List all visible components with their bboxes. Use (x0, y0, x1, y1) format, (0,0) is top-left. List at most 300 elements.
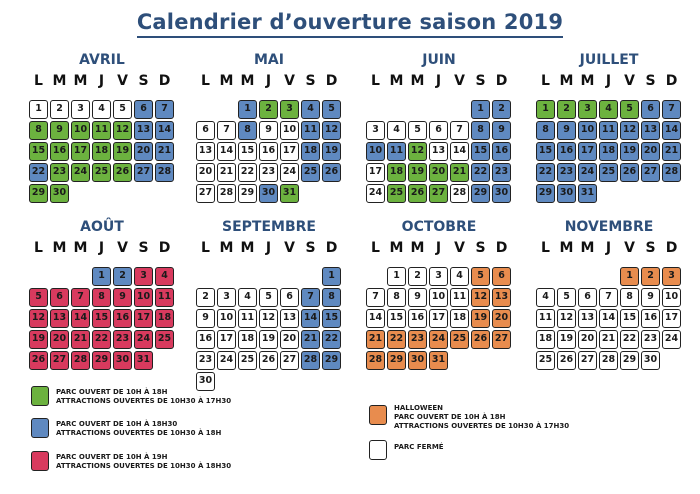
day-cell: 29 (29, 184, 48, 203)
day-cell: 30 (196, 372, 215, 391)
day-cell: 1 (387, 267, 406, 286)
weekday-label: D (495, 73, 508, 89)
day-cell: 22 (322, 330, 341, 349)
day-cell: 24 (366, 184, 385, 203)
day-cell: 5 (259, 288, 278, 307)
day-cell: 17 (71, 142, 90, 161)
day-cell: 30 (641, 351, 660, 370)
day-cell: 20 (50, 330, 69, 349)
weekday-label: L (201, 73, 210, 89)
day-cell: 18 (301, 142, 320, 161)
day-cell: 6 (196, 121, 215, 140)
day-cell: 15 (322, 309, 341, 328)
day-cell: 18 (450, 309, 469, 328)
day-cell: 1 (238, 100, 257, 119)
day-cell: 4 (450, 267, 469, 286)
month-name: JUIN (422, 52, 456, 68)
day-cell: 16 (113, 309, 132, 328)
day-cell: 23 (113, 330, 132, 349)
day-cell: 7 (155, 100, 174, 119)
day-cell: 5 (471, 267, 490, 286)
day-cell: 29 (536, 184, 555, 203)
day-cell: 20 (492, 309, 511, 328)
day-cell: 17 (662, 309, 681, 328)
day-cell: 7 (662, 100, 681, 119)
weekday-label: M (219, 73, 234, 89)
day-cell: 20 (641, 142, 660, 161)
day-cell: 11 (301, 121, 320, 140)
day-cell: 11 (536, 309, 555, 328)
day-cell: 3 (217, 288, 236, 307)
day-cell: 8 (92, 288, 111, 307)
day-cell: 30 (113, 351, 132, 370)
weekday-label: V (284, 240, 295, 256)
weekday-label: L (541, 240, 550, 256)
day-cell: 25 (301, 163, 320, 182)
day-cell: 6 (578, 288, 597, 307)
weekday-label: V (454, 240, 465, 256)
day-cell: 14 (599, 309, 618, 328)
day-cell: 3 (429, 267, 448, 286)
day-cell: 18 (238, 330, 257, 349)
day-cell: 22 (387, 330, 406, 349)
day-cell: 21 (450, 163, 469, 182)
day-cell: 14 (662, 121, 681, 140)
day-cell: 27 (492, 330, 511, 349)
day-cell: 7 (301, 288, 320, 307)
weekday-label: S (138, 73, 149, 89)
legend-item-blue (31, 418, 221, 438)
legend-swatch-green (31, 386, 49, 406)
day-cell: 27 (280, 351, 299, 370)
day-cell: 15 (238, 142, 257, 161)
day-grid (29, 267, 175, 370)
day-cell: 4 (238, 288, 257, 307)
weekday-label: M (389, 240, 404, 256)
day-grid (196, 100, 342, 203)
month-0 (29, 52, 175, 203)
day-cell: 8 (29, 121, 48, 140)
day-cell: 22 (536, 163, 555, 182)
weekday-label: M (559, 240, 574, 256)
weekday-label: J (605, 73, 612, 89)
day-cell: 17 (429, 309, 448, 328)
day-cell: 19 (259, 330, 278, 349)
day-cell: 8 (322, 288, 341, 307)
weekday-label: J (265, 73, 272, 89)
day-cell: 6 (134, 100, 153, 119)
day-cell: 31 (429, 351, 448, 370)
day-grid (366, 100, 512, 203)
weekday-label: L (34, 240, 43, 256)
day-cell: 1 (29, 100, 48, 119)
weekday-label: M (410, 73, 425, 89)
weekday-label: V (284, 73, 295, 89)
day-cell: 18 (599, 142, 618, 161)
day-cell: 26 (29, 351, 48, 370)
weekday-label: D (158, 240, 171, 256)
day-cell: 28 (217, 184, 236, 203)
day-cell: 14 (301, 309, 320, 328)
weekday-label: D (325, 240, 338, 256)
day-cell: 15 (92, 309, 111, 328)
day-cell: 20 (280, 330, 299, 349)
day-cell: 22 (29, 163, 48, 182)
day-cell: 17 (366, 163, 385, 182)
day-cell: 2 (113, 267, 132, 286)
day-cell: 24 (429, 330, 448, 349)
weekday-label: J (265, 240, 272, 256)
weekday-header (196, 239, 342, 257)
day-cell: 6 (641, 100, 660, 119)
day-cell: 29 (620, 351, 639, 370)
day-grid (536, 267, 682, 370)
month-name: NOVEMBRE (564, 219, 654, 235)
day-cell: 11 (599, 121, 618, 140)
day-cell: 25 (599, 163, 618, 182)
weekday-label: M (559, 73, 574, 89)
day-cell: 21 (217, 163, 236, 182)
legend-orange-line1: PARC OUVERT DE 10H À 18H (394, 413, 506, 421)
day-cell: 10 (71, 121, 90, 140)
day-cell: 31 (280, 184, 299, 203)
weekday-label: L (34, 73, 43, 89)
day-cell: 30 (408, 351, 427, 370)
weekday-label: S (645, 240, 656, 256)
day-cell: 10 (662, 288, 681, 307)
weekday-label: M (52, 73, 67, 89)
day-cell: 15 (620, 309, 639, 328)
day-cell: 4 (536, 288, 555, 307)
weekday-label: J (605, 240, 612, 256)
weekday-label: L (371, 73, 380, 89)
legend-green-line1: PARC OUVERT DE 10H À 18H (56, 388, 168, 396)
day-cell: 20 (134, 142, 153, 161)
day-cell: 9 (259, 121, 278, 140)
day-cell: 15 (536, 142, 555, 161)
weekday-label: S (475, 73, 486, 89)
day-cell: 22 (471, 163, 490, 182)
weekday-label: V (624, 73, 635, 89)
legend-swatch-blue (31, 418, 49, 438)
legend-item-red (31, 451, 231, 471)
day-cell: 30 (492, 184, 511, 203)
day-cell: 28 (662, 163, 681, 182)
day-cell: 12 (259, 309, 278, 328)
day-cell: 12 (557, 309, 576, 328)
legend-white-line1: PARC FERMÉ (394, 443, 444, 451)
weekday-label: V (117, 240, 128, 256)
month-7 (536, 219, 682, 370)
month-5 (196, 219, 342, 391)
day-cell: 3 (578, 100, 597, 119)
day-cell: 4 (92, 100, 111, 119)
calendar-title: Calendrier d’ouverture saison 2019 (0, 10, 700, 34)
weekday-label: M (240, 240, 255, 256)
day-cell: 29 (322, 351, 341, 370)
day-cell: 24 (71, 163, 90, 182)
weekday-label: J (98, 240, 105, 256)
legend-red-line2: ATTRACTIONS OUVERTES DE 10H30 À 18H30 (56, 462, 232, 470)
legend-orange-line2: ATTRACTIONS OUVERTES DE 10H30 À 17H30 (394, 422, 570, 430)
day-cell: 1 (322, 267, 341, 286)
weekday-label: L (541, 73, 550, 89)
day-cell: 27 (196, 184, 215, 203)
day-cell: 23 (492, 163, 511, 182)
day-cell: 11 (238, 309, 257, 328)
day-cell: 1 (92, 267, 111, 286)
month-4 (29, 219, 175, 370)
day-cell: 13 (641, 121, 660, 140)
weekday-label: M (240, 73, 255, 89)
day-cell: 7 (217, 121, 236, 140)
weekday-label: M (219, 240, 234, 256)
day-cell: 13 (134, 121, 153, 140)
day-cell: 8 (387, 288, 406, 307)
day-cell: 10 (366, 142, 385, 161)
weekday-label: M (410, 240, 425, 256)
day-cell: 2 (557, 100, 576, 119)
day-cell: 3 (134, 267, 153, 286)
day-cell: 9 (557, 121, 576, 140)
day-grid (196, 267, 342, 391)
day-cell: 17 (280, 142, 299, 161)
day-cell: 20 (578, 330, 597, 349)
day-cell: 12 (322, 121, 341, 140)
day-cell: 14 (450, 142, 469, 161)
day-cell: 22 (620, 330, 639, 349)
day-cell: 2 (196, 288, 215, 307)
weekday-header (536, 72, 682, 90)
day-cell: 15 (29, 142, 48, 161)
day-cell: 9 (492, 121, 511, 140)
day-cell: 6 (429, 121, 448, 140)
day-cell: 27 (641, 163, 660, 182)
weekday-label: J (435, 240, 442, 256)
day-cell: 14 (366, 309, 385, 328)
day-cell: 1 (620, 267, 639, 286)
weekday-header (366, 72, 512, 90)
day-cell: 8 (238, 121, 257, 140)
weekday-label: V (117, 73, 128, 89)
day-cell: 22 (238, 163, 257, 182)
day-cell: 2 (408, 267, 427, 286)
day-cell: 10 (134, 288, 153, 307)
day-cell: 31 (134, 351, 153, 370)
day-cell: 9 (196, 309, 215, 328)
day-cell: 10 (217, 309, 236, 328)
day-cell: 9 (50, 121, 69, 140)
day-cell: 20 (196, 163, 215, 182)
day-cell: 21 (366, 330, 385, 349)
day-cell: 10 (280, 121, 299, 140)
day-cell: 12 (471, 288, 490, 307)
day-cell: 1 (536, 100, 555, 119)
day-cell: 19 (471, 309, 490, 328)
day-cell: 27 (429, 184, 448, 203)
day-cell: 11 (387, 142, 406, 161)
day-cell: 24 (134, 330, 153, 349)
weekday-label: M (580, 240, 595, 256)
day-cell: 12 (29, 309, 48, 328)
weekday-label: M (52, 240, 67, 256)
weekday-label: J (435, 73, 442, 89)
day-cell: 19 (322, 142, 341, 161)
weekday-header (536, 239, 682, 257)
day-cell: 7 (366, 288, 385, 307)
day-cell: 3 (366, 121, 385, 140)
day-cell: 23 (259, 163, 278, 182)
legend-blue-line2: ATTRACTIONS OUVERTES DE 10H30 À 18H (56, 429, 222, 437)
day-cell: 26 (322, 163, 341, 182)
day-cell: 12 (408, 142, 427, 161)
day-cell: 29 (471, 184, 490, 203)
day-cell: 3 (280, 100, 299, 119)
month-name: SEPTEMBRE (222, 219, 316, 235)
day-cell: 17 (578, 142, 597, 161)
day-cell: 25 (536, 351, 555, 370)
weekday-label: M (73, 240, 88, 256)
day-cell: 4 (599, 100, 618, 119)
day-cell: 16 (492, 142, 511, 161)
day-cell: 13 (492, 288, 511, 307)
day-cell: 19 (620, 142, 639, 161)
day-cell: 30 (259, 184, 278, 203)
day-cell: 17 (217, 330, 236, 349)
legend-blue-line1: PARC OUVERT DE 10H À 18H30 (56, 420, 178, 428)
month-name: OCTOBRE (401, 219, 477, 235)
day-cell: 24 (217, 351, 236, 370)
day-cell: 3 (662, 267, 681, 286)
day-cell: 13 (280, 309, 299, 328)
month-name: JUILLET (579, 52, 639, 68)
day-cell: 7 (450, 121, 469, 140)
weekday-header (29, 72, 175, 90)
weekday-label: S (138, 240, 149, 256)
month-name: MAI (254, 52, 284, 68)
legend-orange-line0: HALLOWEEN (394, 404, 444, 412)
day-cell: 21 (599, 330, 618, 349)
day-cell: 6 (280, 288, 299, 307)
day-cell: 31 (578, 184, 597, 203)
day-cell: 16 (557, 142, 576, 161)
weekday-label: V (454, 73, 465, 89)
day-cell: 9 (408, 288, 427, 307)
weekday-header (29, 239, 175, 257)
weekday-label: S (645, 73, 656, 89)
day-cell: 11 (450, 288, 469, 307)
day-cell: 13 (50, 309, 69, 328)
day-cell: 23 (408, 330, 427, 349)
month-6 (366, 219, 512, 370)
day-cell: 9 (641, 288, 660, 307)
weekday-label: V (624, 240, 635, 256)
day-cell: 4 (155, 267, 174, 286)
day-cell: 28 (366, 351, 385, 370)
day-cell: 23 (196, 351, 215, 370)
day-cell: 2 (259, 100, 278, 119)
weekday-header (196, 72, 342, 90)
day-cell: 5 (29, 288, 48, 307)
day-cell: 28 (599, 351, 618, 370)
day-cell: 5 (408, 121, 427, 140)
weekday-header (366, 239, 512, 257)
day-cell: 15 (471, 142, 490, 161)
day-cell: 21 (662, 142, 681, 161)
day-cell: 15 (387, 309, 406, 328)
day-cell: 8 (620, 288, 639, 307)
weekday-label: M (580, 73, 595, 89)
day-cell: 3 (71, 100, 90, 119)
day-cell: 7 (71, 288, 90, 307)
legend-item-orange (369, 405, 569, 431)
day-cell: 2 (50, 100, 69, 119)
day-cell: 8 (536, 121, 555, 140)
day-cell: 14 (155, 121, 174, 140)
day-cell: 17 (134, 309, 153, 328)
day-cell: 4 (301, 100, 320, 119)
day-cell: 13 (429, 142, 448, 161)
day-cell: 21 (301, 330, 320, 349)
legend-swatch-red (31, 451, 49, 471)
day-cell: 13 (578, 309, 597, 328)
weekday-label: L (201, 240, 210, 256)
day-cell: 5 (620, 100, 639, 119)
day-cell: 16 (408, 309, 427, 328)
day-cell: 27 (50, 351, 69, 370)
legend-red-line1: PARC OUVERT DE 10H À 19H (56, 453, 168, 461)
day-cell: 30 (557, 184, 576, 203)
day-cell: 7 (599, 288, 618, 307)
month-3 (536, 52, 682, 203)
day-cell: 16 (196, 330, 215, 349)
weekday-label: M (73, 73, 88, 89)
day-cell: 21 (155, 142, 174, 161)
weekday-label: D (495, 240, 508, 256)
weekday-label: D (665, 73, 678, 89)
day-cell: 28 (71, 351, 90, 370)
legend-swatch-orange (369, 405, 387, 425)
day-cell: 26 (620, 163, 639, 182)
day-cell: 21 (71, 330, 90, 349)
day-cell: 16 (259, 142, 278, 161)
day-cell: 2 (641, 267, 660, 286)
day-cell: 27 (578, 351, 597, 370)
weekday-label: J (98, 73, 105, 89)
day-grid (29, 100, 175, 203)
legend-swatch-white (369, 440, 387, 460)
day-cell: 30 (50, 184, 69, 203)
month-1 (196, 52, 342, 203)
month-name: AVRIL (79, 52, 125, 68)
legend-green-line2: ATTRACTIONS OUVERTES DE 10H30 À 17H30 (56, 397, 232, 405)
day-cell: 25 (155, 330, 174, 349)
day-cell: 16 (50, 142, 69, 161)
day-cell: 23 (641, 330, 660, 349)
day-grid (366, 267, 512, 370)
day-cell: 14 (71, 309, 90, 328)
day-cell: 4 (387, 121, 406, 140)
day-cell: 2 (492, 100, 511, 119)
month-2 (366, 52, 512, 203)
day-cell: 28 (155, 163, 174, 182)
day-cell: 29 (238, 184, 257, 203)
day-cell: 27 (134, 163, 153, 182)
day-cell: 25 (387, 184, 406, 203)
day-cell: 25 (238, 351, 257, 370)
day-cell: 5 (557, 288, 576, 307)
day-cell: 12 (113, 121, 132, 140)
